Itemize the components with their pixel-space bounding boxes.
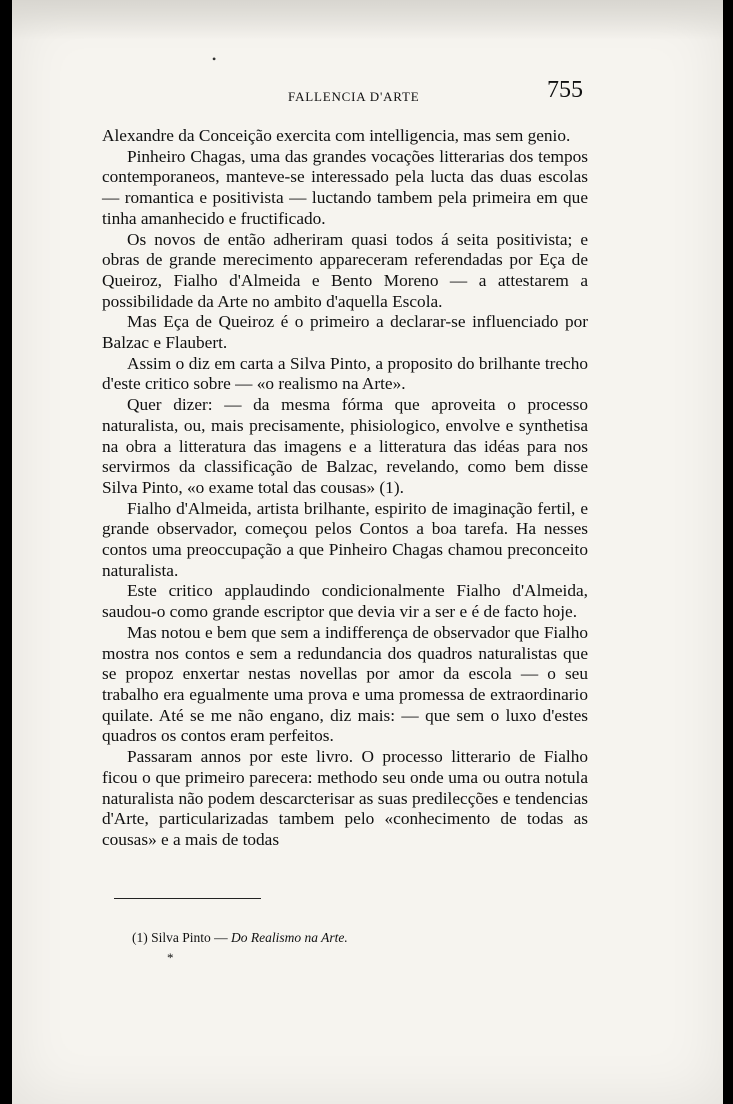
paragraph: Assim o diz em carta a Silva Pinto, a proposito do brilhante trecho d'este critico sobre — «o realismo na Arte». (102, 353, 588, 394)
body-text (102, 126, 588, 851)
footnote-marker: (1) (132, 930, 148, 945)
footnote-title: Do Realismo na Arte. (231, 930, 348, 945)
ornament: * (167, 950, 174, 965)
paragraph: Este critico applaudindo condicionalmente Fialho d'Almeida, saudou-o como grande escriptor que devia vir a ser e é de facto hoje. (102, 581, 588, 622)
paragraph: Pinheiro Chagas, uma das grandes vocações litterarias dos tempos contemporaneos, manteve-se interessado pela lucta das duas escolas — romantica e positivista — luctando tambem pela primeira em que tinha amanhecido e fructificado. (102, 146, 588, 228)
paragraph: Quer dizer: — da mesma fórma que aproveita o processo naturalista, ou, mais precisamente, phisiologico, envolve e synthetisa na obra a litteratura das imagens e a litteratura das idéas para nos servirmos da classificação de Balzac, revelando, como bem disse Silva Pinto, «o exame total das cousas» (1). (102, 395, 588, 497)
paragraph: Mas notou e bem que sem a indifferença de observador que Fialho mostra nos contos e sem a redundancia dos quadros naturalistas que se propoz enxertar nestas novellas por amor da escola — o seu trabalho era egualmente uma prova e uma promessa de extraordinario quilate. Até se me não engano, diz mais: — que sem o luxo d'estes quadros os contos eram perfeitos. (102, 622, 588, 746)
paragraph: Mas Eça de Queiroz é o primeiro a declarar-se influenciado por Balzac e Flaubert. (102, 312, 588, 353)
footnote (132, 930, 348, 946)
footnote-rule (114, 898, 261, 899)
running-title: FALLENCIA D'ARTE (288, 89, 420, 104)
book-page (12, 0, 723, 1104)
paragraph: Alexandre da Conceição exercita com intelligencia, mas sem genio. (102, 126, 571, 145)
print-speck: • (212, 52, 217, 66)
paragraph: Passaram annos por este livro. O processo litterario de Fialho ficou o que primeiro parecera: methodo seu onde uma ou outra notula naturalista não podem descarcterisar as suas predilecções e tendencias d'Arte, particularizadas tambem pelo «conhecimento de todas as cousas» e a mais de todas (102, 747, 588, 849)
page-number: 755 (547, 77, 583, 103)
paragraph: Os novos de então adheriram quasi todos á seita positivista; e obras de grande merecimento appareceram referendadas por Eça de Queiroz, Fialho d'Almeida e Bento Moreno — a attestarem a possibilidade da Arte no ambito d'aquella Escola. (102, 229, 588, 311)
paragraph: Fialho d'Almeida, artista brilhante, espirito de imaginação fertil, e grande observador, começou pelos Contos a boa tarefa. Ha nesses contos uma preoccupação a que Pinheiro Chagas chamou preconceito naturalista. (102, 498, 588, 580)
footnote-author: Silva Pinto — (151, 930, 228, 945)
